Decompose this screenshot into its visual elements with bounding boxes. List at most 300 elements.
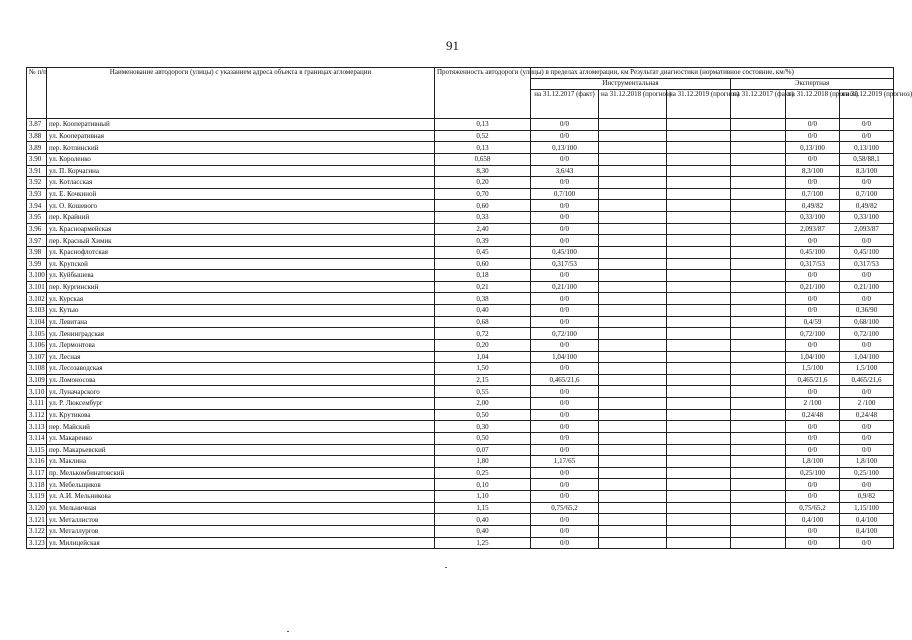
row-number-cell: 3.122 <box>27 525 47 537</box>
road-name-cell: пер. Майский <box>47 421 435 433</box>
instr-2017-cell: 0,21/100 <box>531 281 599 293</box>
expert-2018-cell: 0,7/100 <box>786 188 840 200</box>
expert-2019-cell: 0,33/100 <box>840 212 894 224</box>
expert-2017-cell <box>731 328 786 340</box>
instr-2018-cell <box>599 444 667 456</box>
expert-2019-cell: 0,36/90 <box>840 305 894 317</box>
instr-2018-cell <box>599 281 667 293</box>
expert-2017-cell <box>731 305 786 317</box>
instr-2018-cell <box>599 142 667 154</box>
expert-2019-cell: 0/0 <box>840 177 894 189</box>
road-length-cell: 0,13 <box>435 119 531 131</box>
row-number-cell: 3.113 <box>27 421 47 433</box>
row-number-cell: 3.119 <box>27 491 47 503</box>
expert-2018-cell: 0,75/65,2 <box>786 502 840 514</box>
table-row <box>27 270 894 282</box>
table-row <box>27 188 894 200</box>
instr-2019-cell <box>667 258 731 270</box>
table-row <box>27 235 894 247</box>
instr-2017-cell: 0/0 <box>531 537 599 549</box>
table-row <box>27 409 894 421</box>
instr-2019-cell <box>667 421 731 433</box>
instr-2019-cell <box>667 537 731 549</box>
header-date: на 31.12.2018 (прогноз) <box>786 90 840 119</box>
instr-2019-cell <box>667 153 731 165</box>
road-length-cell: 1,80 <box>435 456 531 468</box>
road-length-cell: 1,15 <box>435 502 531 514</box>
header-result: Результат диагностики (нормативное состояние, км/%) <box>531 68 894 79</box>
expert-2017-cell <box>731 339 786 351</box>
road-length-cell: 0,68 <box>435 316 531 328</box>
instr-2018-cell <box>599 467 667 479</box>
road-length-cell: 0,07 <box>435 444 531 456</box>
row-number-cell: 3.99 <box>27 258 47 270</box>
instr-2017-cell: 0/0 <box>531 293 599 305</box>
instr-2019-cell <box>667 305 731 317</box>
table-row <box>27 177 894 189</box>
expert-2018-cell: 0/0 <box>786 177 840 189</box>
instr-2017-cell: 0/0 <box>531 270 599 282</box>
expert-2017-cell <box>731 200 786 212</box>
expert-2019-cell: 0,7/100 <box>840 188 894 200</box>
expert-2017-cell <box>731 246 786 258</box>
scan-speck <box>287 631 289 632</box>
road-length-cell: 1,04 <box>435 351 531 363</box>
instr-2018-cell <box>599 119 667 131</box>
instr-2019-cell <box>667 130 731 142</box>
page-number: 91 <box>446 38 459 53</box>
row-number-cell: 3.103 <box>27 305 47 317</box>
table-row <box>27 363 894 375</box>
instr-2018-cell <box>599 491 667 503</box>
instr-2019-cell <box>667 467 731 479</box>
instr-2019-cell <box>667 432 731 444</box>
row-number-cell: 3.116 <box>27 456 47 468</box>
expert-2019-cell: 0,72/100 <box>840 328 894 340</box>
instr-2019-cell <box>667 281 731 293</box>
road-length-cell: 0,30 <box>435 421 531 433</box>
instr-2017-cell: 0,317/53 <box>531 258 599 270</box>
expert-2019-cell: 0/0 <box>840 432 894 444</box>
expert-2018-cell: 0,25/100 <box>786 467 840 479</box>
road-name-cell: ул. Курская <box>47 293 435 305</box>
header-instrumental: Инструментальная <box>531 79 731 90</box>
road-length-cell: 0,45 <box>435 246 531 258</box>
row-number-cell: 3.96 <box>27 223 47 235</box>
expert-2017-cell <box>731 491 786 503</box>
row-number-cell: 3.105 <box>27 328 47 340</box>
road-length-cell: 0,55 <box>435 386 531 398</box>
row-number-cell: 3.95 <box>27 212 47 224</box>
header-date: на 31.12.2018 (прогноз) <box>599 90 667 119</box>
expert-2017-cell <box>731 421 786 433</box>
instr-2018-cell <box>599 479 667 491</box>
instr-2018-cell <box>599 270 667 282</box>
instr-2019-cell <box>667 119 731 131</box>
road-length-cell: 2,00 <box>435 398 531 410</box>
instr-2017-cell: 0/0 <box>531 177 599 189</box>
expert-2018-cell: 0/0 <box>786 537 840 549</box>
row-number-cell: 3.100 <box>27 270 47 282</box>
expert-2019-cell: 0,45/100 <box>840 246 894 258</box>
expert-2017-cell <box>731 212 786 224</box>
expert-2017-cell <box>731 351 786 363</box>
row-number-cell: 3.91 <box>27 165 47 177</box>
table-row <box>27 153 894 165</box>
row-number-cell: 3.115 <box>27 444 47 456</box>
row-number-cell: 3.106 <box>27 339 47 351</box>
instr-2019-cell <box>667 456 731 468</box>
instr-2017-cell: 0/0 <box>531 491 599 503</box>
instr-2019-cell <box>667 398 731 410</box>
road-length-cell: 0,10 <box>435 479 531 491</box>
instr-2018-cell <box>599 212 667 224</box>
instr-2019-cell <box>667 374 731 386</box>
row-number-cell: 3.120 <box>27 502 47 514</box>
instr-2019-cell <box>667 339 731 351</box>
table-row <box>27 165 894 177</box>
table-row <box>27 293 894 305</box>
road-name-cell: пр. Мелькомбинатовский <box>47 467 435 479</box>
header-name: Наименование автодороги (улицы) с указанием адреса объекта в границах агломерации <box>47 68 435 119</box>
road-length-cell: 0,18 <box>435 270 531 282</box>
instr-2017-cell: 0,45/100 <box>531 246 599 258</box>
expert-2019-cell: 0,9/82 <box>840 491 894 503</box>
table-row <box>27 456 894 468</box>
expert-2018-cell: 1,8/100 <box>786 456 840 468</box>
instr-2018-cell <box>599 316 667 328</box>
table-row <box>27 305 894 317</box>
instr-2017-cell: 0/0 <box>531 153 599 165</box>
expert-2018-cell: 2,093/87 <box>786 223 840 235</box>
instr-2018-cell <box>599 200 667 212</box>
expert-2019-cell: 0/0 <box>840 293 894 305</box>
road-name-cell: ул. Краснофлотская <box>47 246 435 258</box>
expert-2019-cell: 0,465/21,6 <box>840 374 894 386</box>
expert-2019-cell: 1,15/100 <box>840 502 894 514</box>
expert-2017-cell <box>731 514 786 526</box>
expert-2019-cell: 2,093/87 <box>840 223 894 235</box>
road-length-cell: 0,50 <box>435 432 531 444</box>
row-number-cell: 3.111 <box>27 398 47 410</box>
table-row <box>27 398 894 410</box>
road-name-cell: ул. Маклина <box>47 456 435 468</box>
row-number-cell: 3.108 <box>27 363 47 375</box>
instr-2019-cell <box>667 386 731 398</box>
expert-2018-cell: 0,4/59 <box>786 316 840 328</box>
row-number-cell: 3.97 <box>27 235 47 247</box>
row-number-cell: 3.107 <box>27 351 47 363</box>
instr-2018-cell <box>599 293 667 305</box>
expert-2018-cell: 1,04/100 <box>786 351 840 363</box>
table-row <box>27 525 894 537</box>
expert-2018-cell: 0,317/53 <box>786 258 840 270</box>
road-length-cell: 0,20 <box>435 339 531 351</box>
road-name-cell: ул. П. Корчагина <box>47 165 435 177</box>
instr-2019-cell <box>667 514 731 526</box>
road-length-cell: 0,39 <box>435 235 531 247</box>
expert-2018-cell: 0/0 <box>786 130 840 142</box>
instr-2017-cell: 0/0 <box>531 200 599 212</box>
table-row <box>27 479 894 491</box>
expert-2019-cell: 0,49/82 <box>840 200 894 212</box>
expert-2018-cell: 0,13/100 <box>786 142 840 154</box>
header-length: Протяженность автодороги (улицы) в пределах агломерации, км <box>435 68 531 119</box>
table-header <box>27 68 912 119</box>
road-name-cell: пер. Кооперативный <box>47 119 435 131</box>
road-length-cell: 0,21 <box>435 281 531 293</box>
road-length-cell: 2,15 <box>435 374 531 386</box>
expert-2017-cell <box>731 363 786 375</box>
expert-2018-cell: 0,465/21,6 <box>786 374 840 386</box>
table-row <box>27 130 894 142</box>
expert-2018-cell: 0,4/100 <box>786 514 840 526</box>
expert-2017-cell <box>731 142 786 154</box>
expert-2017-cell <box>731 409 786 421</box>
road-name-cell: пер. Красный Химик <box>47 235 435 247</box>
instr-2017-cell: 0/0 <box>531 421 599 433</box>
expert-2019-cell: 0,317/53 <box>840 258 894 270</box>
expert-2019-cell: 0/0 <box>840 421 894 433</box>
expert-2018-cell: 0,72/100 <box>786 328 840 340</box>
road-name-cell: пер. Макарьевский <box>47 444 435 456</box>
instr-2019-cell <box>667 246 731 258</box>
header-date: на 31.12.2017 (факт) <box>731 90 786 119</box>
expert-2018-cell: 0/0 <box>786 119 840 131</box>
road-name-cell: ул. Кооперативная <box>47 130 435 142</box>
road-name-cell: пер. Крайний <box>47 212 435 224</box>
expert-2018-cell: 0/0 <box>786 270 840 282</box>
instr-2019-cell <box>667 270 731 282</box>
table-row <box>27 374 894 386</box>
expert-2018-cell: 0/0 <box>786 305 840 317</box>
instr-2018-cell <box>599 363 667 375</box>
expert-2017-cell <box>731 177 786 189</box>
expert-2017-cell <box>731 432 786 444</box>
instr-2019-cell <box>667 177 731 189</box>
instr-2018-cell <box>599 246 667 258</box>
road-name-cell: ул. Е. Кочкиной <box>47 188 435 200</box>
table-row <box>27 246 894 258</box>
instr-2018-cell <box>599 525 667 537</box>
road-length-cell: 0,25 <box>435 467 531 479</box>
expert-2017-cell <box>731 502 786 514</box>
road-length-cell: 0,20 <box>435 177 531 189</box>
row-number-cell: 3.112 <box>27 409 47 421</box>
table-row <box>27 351 894 363</box>
table-row <box>27 467 894 479</box>
table-row <box>27 444 894 456</box>
road-name-cell: ул. Куйбышева <box>47 270 435 282</box>
expert-2018-cell: 0/0 <box>786 432 840 444</box>
instr-2019-cell <box>667 363 731 375</box>
expert-2019-cell: 1,5/100 <box>840 363 894 375</box>
scan-speck <box>445 567 447 568</box>
instr-2018-cell <box>599 339 667 351</box>
instr-2019-cell <box>667 409 731 421</box>
expert-2018-cell: 0/0 <box>786 153 840 165</box>
expert-2017-cell <box>731 525 786 537</box>
table-row <box>27 258 894 270</box>
instr-2018-cell <box>599 456 667 468</box>
table-row <box>27 200 894 212</box>
expert-2019-cell: 0,13/100 <box>840 142 894 154</box>
expert-2019-cell: 0/0 <box>840 270 894 282</box>
expert-2017-cell <box>731 479 786 491</box>
expert-2019-cell: 0/0 <box>840 235 894 247</box>
instr-2017-cell: 0/0 <box>531 119 599 131</box>
road-length-cell: 0,40 <box>435 525 531 537</box>
instr-2018-cell <box>599 374 667 386</box>
expert-2017-cell <box>731 444 786 456</box>
expert-2017-cell <box>731 188 786 200</box>
instr-2017-cell: 0/0 <box>531 130 599 142</box>
expert-2019-cell: 2 /100 <box>840 398 894 410</box>
instr-2018-cell <box>599 235 667 247</box>
instr-2018-cell <box>599 130 667 142</box>
instr-2017-cell: 0,465/21,6 <box>531 374 599 386</box>
instr-2017-cell: 1,04/100 <box>531 351 599 363</box>
expert-2019-cell: 0,4/100 <box>840 525 894 537</box>
instr-2018-cell <box>599 502 667 514</box>
instr-2018-cell <box>599 432 667 444</box>
instr-2017-cell: 0/0 <box>531 305 599 317</box>
instr-2019-cell <box>667 293 731 305</box>
row-number-cell: 3.92 <box>27 177 47 189</box>
instr-2018-cell <box>599 177 667 189</box>
road-length-cell: 1,50 <box>435 363 531 375</box>
instr-2019-cell <box>667 188 731 200</box>
expert-2017-cell <box>731 398 786 410</box>
expert-2018-cell: 0,24/48 <box>786 409 840 421</box>
instr-2018-cell <box>599 537 667 549</box>
instr-2017-cell: 0/0 <box>531 479 599 491</box>
instr-2018-cell <box>599 351 667 363</box>
instr-2019-cell <box>667 502 731 514</box>
instr-2017-cell: 0/0 <box>531 386 599 398</box>
expert-2018-cell: 0/0 <box>786 293 840 305</box>
road-name-cell: ул. Мельничная <box>47 502 435 514</box>
table-row <box>27 212 894 224</box>
expert-2018-cell: 0,33/100 <box>786 212 840 224</box>
row-number-cell: 3.121 <box>27 514 47 526</box>
instr-2017-cell: 0/0 <box>531 444 599 456</box>
expert-2018-cell: 0,21/100 <box>786 281 840 293</box>
expert-2017-cell <box>731 467 786 479</box>
instr-2019-cell <box>667 316 731 328</box>
table-body <box>27 119 894 549</box>
road-name-cell: ул. Лесная <box>47 351 435 363</box>
road-length-cell: 1,10 <box>435 491 531 503</box>
row-number-cell: 3.110 <box>27 386 47 398</box>
road-name-cell: ул. Милицейская <box>47 537 435 549</box>
expert-2018-cell: 0,45/100 <box>786 246 840 258</box>
road-length-cell: 0,52 <box>435 130 531 142</box>
expert-2019-cell: 0,21/100 <box>840 281 894 293</box>
row-number-cell: 3.114 <box>27 432 47 444</box>
table-row <box>27 421 894 433</box>
instr-2019-cell <box>667 223 731 235</box>
row-number-cell: 3.118 <box>27 479 47 491</box>
row-number-cell: 3.98 <box>27 246 47 258</box>
instr-2018-cell <box>599 258 667 270</box>
instr-2018-cell <box>599 386 667 398</box>
road-name-cell: ул. О. Кошевого <box>47 200 435 212</box>
expert-2019-cell: 0,58/88,1 <box>840 153 894 165</box>
expert-2017-cell <box>731 235 786 247</box>
road-name-cell: ул. Металлургов <box>47 525 435 537</box>
instr-2017-cell: 0/0 <box>531 409 599 421</box>
road-length-cell: 2,40 <box>435 223 531 235</box>
expert-2019-cell: 0/0 <box>840 339 894 351</box>
road-name-cell: ул. Кутью <box>47 305 435 317</box>
road-length-cell: 0,60 <box>435 258 531 270</box>
row-number-cell: 3.101 <box>27 281 47 293</box>
expert-2019-cell: 0,25/100 <box>840 467 894 479</box>
expert-2018-cell: 0/0 <box>786 421 840 433</box>
expert-2017-cell <box>731 293 786 305</box>
road-name-cell: пер. Котлинский <box>47 142 435 154</box>
row-number-cell: 3.102 <box>27 293 47 305</box>
expert-2017-cell <box>731 386 786 398</box>
instr-2018-cell <box>599 398 667 410</box>
expert-2017-cell <box>731 456 786 468</box>
expert-2019-cell: 0,4/100 <box>840 514 894 526</box>
instr-2017-cell: 0,75/65,2 <box>531 502 599 514</box>
instr-2018-cell <box>599 328 667 340</box>
table-row <box>27 514 894 526</box>
road-length-cell: 0,70 <box>435 188 531 200</box>
instr-2018-cell <box>599 165 667 177</box>
table-row <box>27 316 894 328</box>
expert-2018-cell: 8,3/100 <box>786 165 840 177</box>
instr-2017-cell: 0/0 <box>531 235 599 247</box>
instr-2017-cell: 3,6/43 <box>531 165 599 177</box>
instr-2019-cell <box>667 142 731 154</box>
expert-2019-cell: 0,24/48 <box>840 409 894 421</box>
instr-2017-cell: 0/0 <box>531 223 599 235</box>
table-row <box>27 328 894 340</box>
instr-2019-cell <box>667 525 731 537</box>
instr-2018-cell <box>599 409 667 421</box>
road-name-cell: ул. А.И. Мельникова <box>47 491 435 503</box>
expert-2017-cell <box>731 165 786 177</box>
road-length-cell: 8,30 <box>435 165 531 177</box>
road-name-cell: ул. Левитана <box>47 316 435 328</box>
expert-2018-cell: 0/0 <box>786 386 840 398</box>
instr-2018-cell <box>599 223 667 235</box>
expert-2019-cell: 0/0 <box>840 130 894 142</box>
road-name-cell: ул. Мебельщиков <box>47 479 435 491</box>
instr-2019-cell <box>667 351 731 363</box>
expert-2018-cell: 0/0 <box>786 479 840 491</box>
expert-2019-cell: 1,8/100 <box>840 456 894 468</box>
row-number-cell: 3.87 <box>27 119 47 131</box>
road-length-cell: 0,50 <box>435 409 531 421</box>
instr-2019-cell <box>667 491 731 503</box>
instr-2019-cell <box>667 235 731 247</box>
expert-2018-cell: 0,49/82 <box>786 200 840 212</box>
table-row <box>27 386 894 398</box>
instr-2017-cell: 1,17/65 <box>531 456 599 468</box>
road-name-cell: ул. Крутикова <box>47 409 435 421</box>
row-number-cell: 3.89 <box>27 142 47 154</box>
expert-2018-cell: 2 /100 <box>786 398 840 410</box>
road-name-cell: ул. Лесозаводская <box>47 363 435 375</box>
expert-2018-cell: 0/0 <box>786 525 840 537</box>
instr-2019-cell <box>667 165 731 177</box>
road-name-cell: ул. Крупской <box>47 258 435 270</box>
